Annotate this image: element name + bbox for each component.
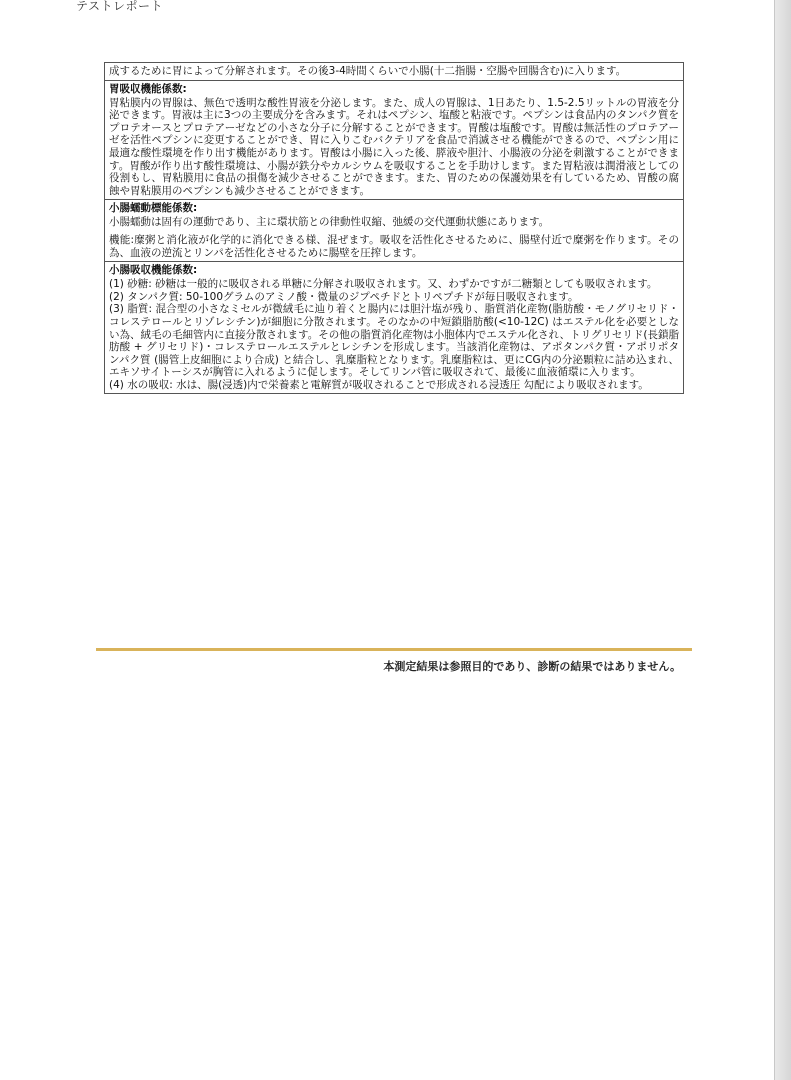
section-heading: 小腸蠕動標能係数: xyxy=(109,202,198,215)
footer-divider xyxy=(96,648,692,651)
section-heading: 胃吸収機能係数: xyxy=(109,82,187,95)
section-paragraph: 機能:糜粥と消化液が化学的に消化できる様、混ぜます。吸収を活性化させるために、腸壁付近で糜粥を作ります。その為、血液の逆流とリンパを活性化させるために腸壁を圧搾します。 xyxy=(109,233,679,259)
section-small-intestine-absorption xyxy=(105,261,683,393)
section-paragraph: (1) 砂糖: 砂糖は一般的に吸収される単糖に分解され吸収されます。又、わずかですが二糖類としても吸収されます。 xyxy=(109,278,658,291)
section-paragraph: (2) タンパク質: 50-100グラムのアミノ酸・微量のジプペチドとトリペプチドが毎日吸収されます。 xyxy=(109,290,579,303)
report-table xyxy=(104,62,684,394)
section-small-intestine-peristalsis xyxy=(105,199,683,261)
section-continuation xyxy=(105,63,683,80)
section-paragraph: 成するために胃によって分解されます。その後3-4時間くらいで小腸(十二指腸・空腸や回腸含む)に入ります。 xyxy=(109,65,627,77)
section-stomach-absorption xyxy=(105,80,683,200)
section-paragraph: (4) 水の吸収: 水は、腸(浸透)内で栄養素と電解質が吸収されることで形成される浸透圧 勾配により吸収されます。 xyxy=(109,378,649,391)
section-heading: 小腸吸収機能係数: xyxy=(109,264,198,277)
section-paragraph: 小腸蠕動は固有の運動であり、主に環状筋との律動性収縮、弛緩の交代運動状態にあります。 xyxy=(109,216,550,229)
disclaimer-note: 本測定結果は参照目的であり、診断の結果ではありません。 xyxy=(383,660,681,673)
document-header: テストレポート xyxy=(76,0,164,13)
page-edge xyxy=(774,0,791,1080)
section-paragraph: (3) 脂質: 混合型の小さなミセルが微絨毛に辿り着くと腸内には胆汁塩が残り、脂質消化産物(脂肪酸・モノグリセリド・コレステロールとリゾレシチン)が細胞に分散されます。そのなかの中短鎖脂肪酸(<10-12C) はエステル化を必要としない為、絨毛の毛細管内に直接分散されます。その他の脂質消化産物は小胞体内でエステル化され、トリグリセリド(長鎖脂肪酸 + グリセリド)・コレステロールエステルとレシチンを形成します。当該消化産物は、アポタンパク質・アポリポタンパク質 (腸管上皮細胞により合成) と結合し、乳糜脂粒となります。乳糜脂粒は、更にCG内の分泌顆粒に詰め込まれ、エキソサイトーシスが胸管に入れるように促します。そしてリンパ管に吸収されて、最後に血液循環に入ります。 xyxy=(109,303,679,379)
section-paragraph: 胃粘膜内の胃腺は、無色で透明な酸性胃液を分泌します。また、成人の胃腺は、1日あたり、1.5-2.5リットルの胃液を分泌できます。胃液は主に3つの主要成分を含みます。それはペプシン、塩酸と粘液です。ペプシンは食品内のタンパク質をプロテオースとプロテアーゼなどの小さな分子に分解することができます。胃酸は塩酸です。胃酸は無活性のプロテアーゼを活性ペプシンに変更することができ、胃に入りこむバクテリアを食品で消滅させる機能ができるので、ペプシン用に最適な酸性環境を作り出す機能があります。胃酸は小腸に入った後、膵液や胆汁、小腸液の分泌を刺激することができます。胃酸が作り出す酸性環境は、小腸が鉄分やカルシウムを吸収することを手助けします。また胃粘液は潤滑液としての役割もし、胃粘膜用に食品の損傷を減少させることができます。また、胃のための保護効果を有しているため、胃酸の腐蝕や胃粘膜用のペプシンも減少させることができます。 xyxy=(109,96,679,197)
